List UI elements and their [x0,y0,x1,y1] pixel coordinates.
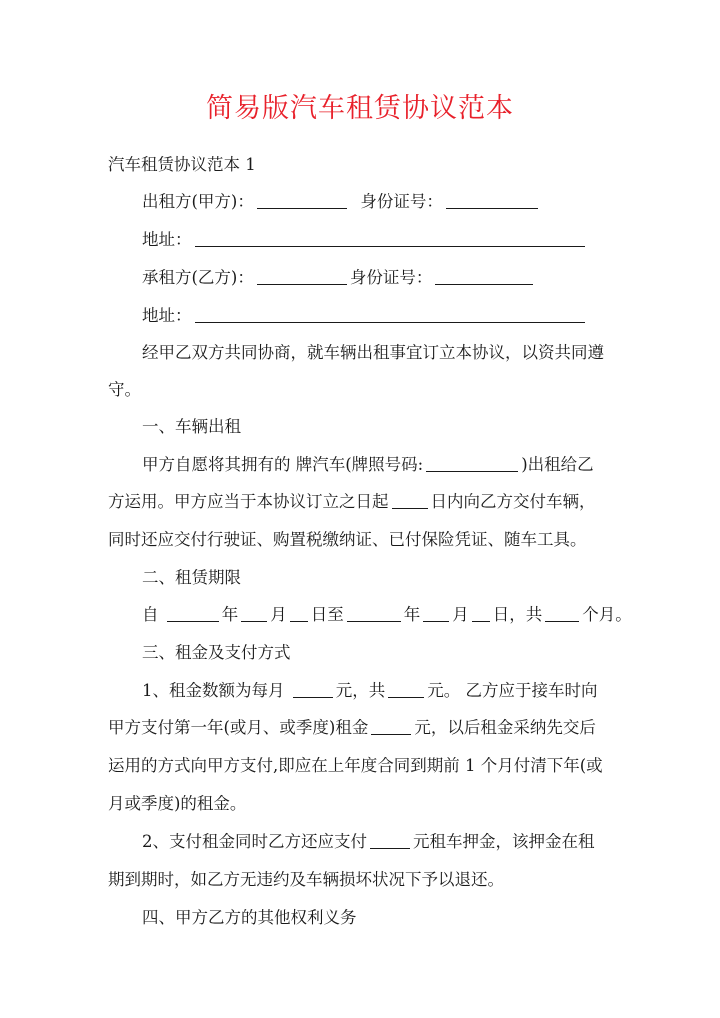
lessor-address-line [142,229,618,251]
document-title: 简易版汽车租赁协议范本 [206,93,514,124]
section-1-title: 一、车辆出租 [142,417,241,436]
lessee-address-line [142,305,618,327]
end-month-blank[interactable] [423,605,449,622]
section-1-line-3: 同时还应交付行驶证、购置税缴纳证、已付保险凭证、随车工具。 [108,530,587,549]
start-year-blank[interactable] [167,605,219,622]
agreement-heading: 汽车租赁协议范本 1 [108,155,256,174]
first-rent-blank[interactable] [371,718,411,735]
section-3-title: 三、租金及支付方式 [142,643,291,662]
lessee-address-blank[interactable] [195,306,585,323]
rent-item-1-line-3: 运用的方式向甲方支付,即应在上年度合同到期前 1 个月付清下年(或 [108,756,603,775]
start-day-blank[interactable] [290,605,308,622]
lease-period-line: 自 年 月 日至 年 月 日，共 个月。 [142,605,632,624]
lessor-line [142,191,618,213]
intro-line-2: 守。 [108,380,141,399]
rent-item-1-line-1: 1、租金数额为每月 元，共 元。 乙方应于接车时向 [142,681,598,700]
rent-item-1-line-2: 甲方支付第一年(或月、或季度)租金 元，以后租金采纳先交后 [108,718,596,737]
deposit-blank[interactable] [370,832,410,849]
section-4-title: 四、甲方乙方的其他权利义务 [142,908,357,927]
lessor-address-blank[interactable] [195,230,585,247]
rent-item-2-line-1: 2、支付租金同时乙方还应支付 元租车押金，该押金在租 [142,832,595,851]
rent-item-1-line-4: 月或季度)的租金。 [108,794,247,813]
section-2-title: 二、租赁期限 [142,568,241,587]
lessor-address-label: 地址： [142,230,192,249]
rent-item-2-line-2: 期到期时，如乙方无违约及车辆损坏状况下予以退还。 [108,870,504,889]
lessee-address-label: 地址： [142,306,192,325]
total-rent-blank[interactable] [388,681,424,698]
lessee-name-blank[interactable] [257,268,347,285]
lessee-id-label: 身份证号： [349,268,433,287]
lessor-id-label: 身份证号： [360,192,443,211]
lessor-id-blank[interactable] [446,192,538,209]
lessee-line [142,267,618,289]
lessee-label: 承租方(乙方)： [142,268,254,287]
section-1-line-1: 甲方自愿将其拥有的 牌汽车(牌照号码: )出租给乙 [142,455,594,474]
end-year-blank[interactable] [347,605,401,622]
plate-number-blank[interactable] [426,455,518,472]
start-month-blank[interactable] [241,605,267,622]
intro-line-1: 经甲乙双方共同协商，就车辆出租事宜订立本协议，以资共同遵 [142,343,604,362]
section-1-line-2: 方运用。甲方应当于本协议订立之日起 日内向乙方交付车辆， [108,492,596,511]
lessee-id-blank[interactable] [435,268,533,285]
lessor-label: 出租方(甲方)： [142,192,254,211]
end-day-blank[interactable] [472,605,490,622]
total-months-blank[interactable] [545,605,579,622]
monthly-rent-blank[interactable] [293,681,333,698]
delivery-days-blank[interactable] [392,492,428,509]
lessor-name-blank[interactable] [257,192,347,209]
